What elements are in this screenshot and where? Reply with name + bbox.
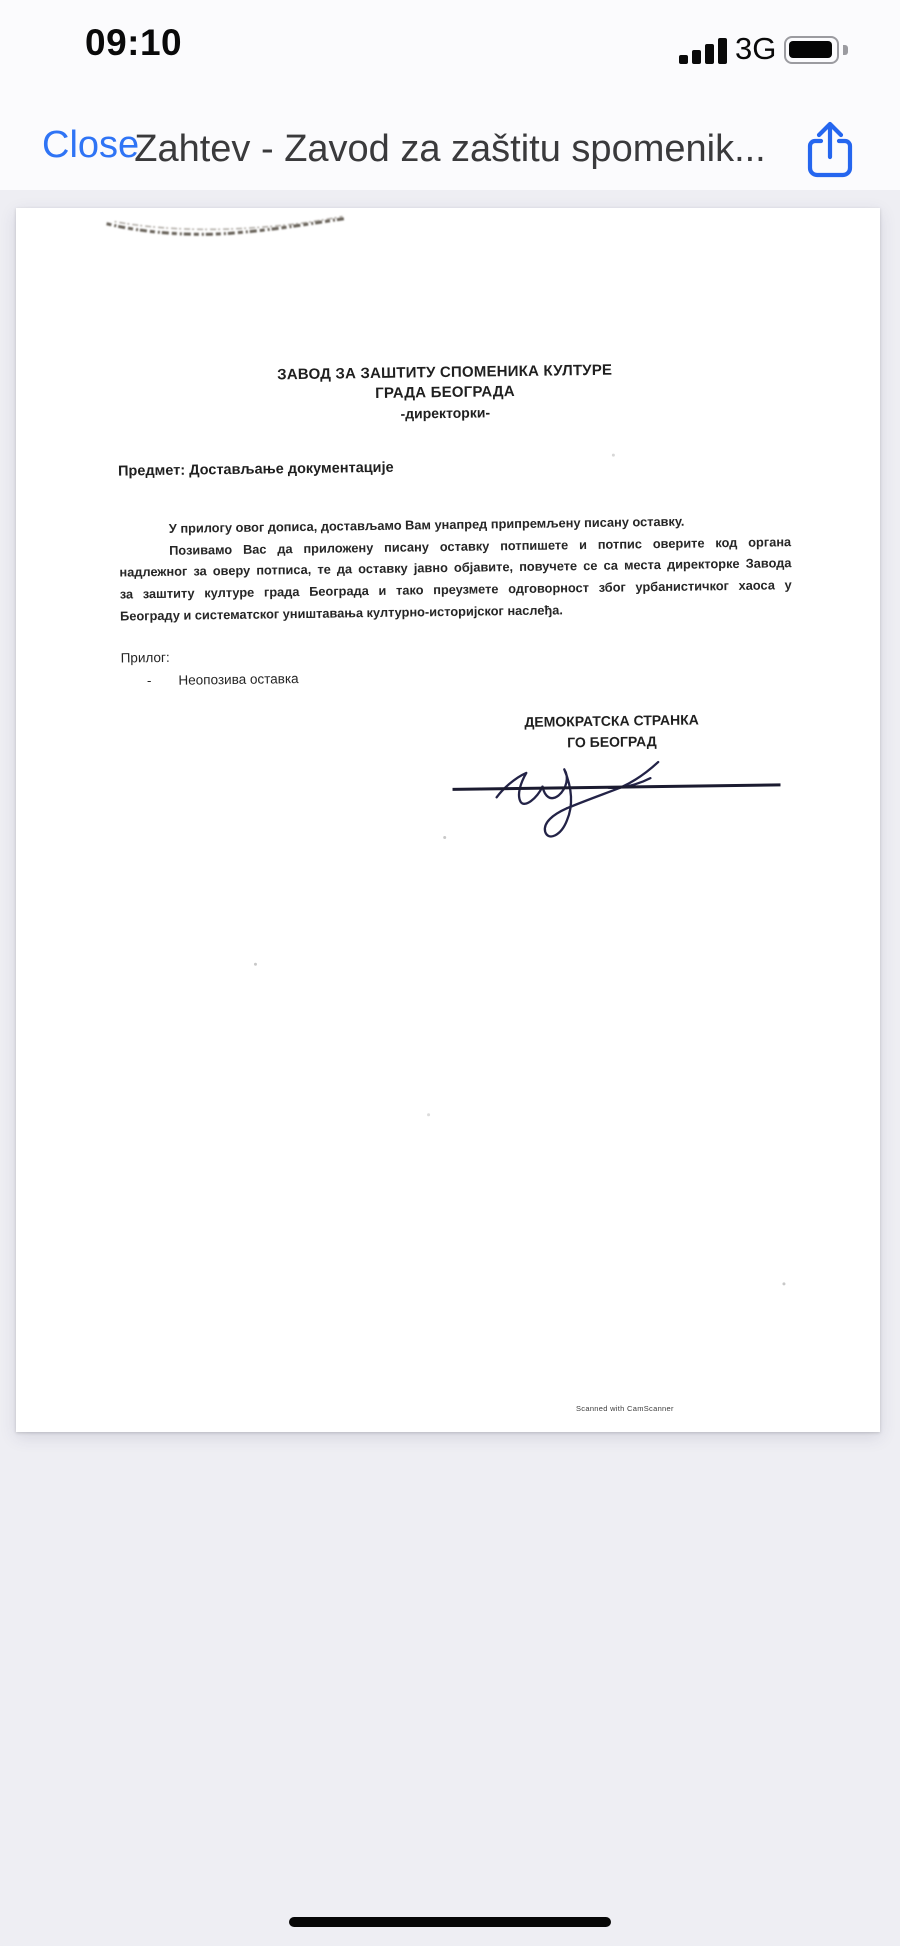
- status-bar: [0, 0, 900, 110]
- heading-line-3: -директорки-: [400, 404, 491, 422]
- heading-line-1: ЗАВОД ЗА ЗАШТИТУ СПОМЕНИКА КУЛТУРЕ: [277, 361, 613, 384]
- signature-org-line-2: ГО БЕОГРАД: [567, 732, 657, 750]
- document-heading: [13, 357, 878, 429]
- letterhead-smudge-icon: [105, 213, 350, 242]
- document-viewer[interactable]: [0, 190, 900, 1946]
- attachment-item-text: Неопозива оставка: [178, 671, 299, 688]
- scanner-watermark: Scanned with CamScanner: [576, 1404, 674, 1413]
- close-button[interactable]: Close: [42, 124, 140, 166]
- home-indicator[interactable]: [289, 1917, 611, 1927]
- body-text: [119, 509, 792, 627]
- share-button[interactable]: [802, 118, 858, 184]
- status-time: 09:10: [85, 22, 183, 63]
- battery-fill: [789, 41, 832, 58]
- scan-speck: [443, 836, 446, 839]
- scan-speck: [254, 963, 257, 966]
- share-icon: [804, 119, 856, 181]
- scan-speck: [427, 1113, 430, 1116]
- attachment-label: Прилог:: [120, 649, 170, 666]
- cellular-signal-icon: [679, 37, 729, 64]
- scanned-page-content: [10, 202, 891, 1438]
- scanned-page: [16, 208, 880, 1432]
- paragraph-2-line-1: Позивамо Вас да приложену писану оставку потпишете и потпис оверите код органа: [169, 533, 792, 558]
- paragraph-2-line-2: надлежног за оверу потписа, те да оставку јавно објавите, повучете се са места директорке Завода: [119, 555, 792, 580]
- signature-org-line-1: ДЕМОКРАТСКА СТРАНКА: [524, 711, 699, 730]
- attachment-dash: -: [146, 673, 152, 689]
- document-title: Zahtev - Zavod za zaštitu spomenik...: [134, 128, 766, 170]
- attachment-item: [121, 669, 299, 691]
- paragraph-2-line-4: Београду и систематског уништавања културно-историјског наслеђа.: [119, 602, 564, 624]
- paragraph-2-line-3: за заштиту културе града Београда и тако преузмете одговорност због урбанистичког хаоса у: [119, 577, 792, 602]
- navigation-bar: [0, 110, 900, 190]
- attachment-section: [121, 646, 299, 691]
- scan-speck: [612, 454, 615, 457]
- heading-line-2: ГРАДА БЕОГРАДА: [375, 383, 515, 402]
- network-type-label: 3G: [735, 31, 777, 66]
- battery-icon: [784, 36, 839, 64]
- subject-line: Предмет: Достављање документације: [117, 459, 394, 480]
- scan-speck: [782, 1282, 785, 1285]
- handwritten-signature: [490, 743, 671, 846]
- battery-nub: [843, 45, 848, 55]
- paragraph-1: У прилогу овог дописа, достављамо Вам унапред припремљену писану оставку.: [168, 513, 685, 536]
